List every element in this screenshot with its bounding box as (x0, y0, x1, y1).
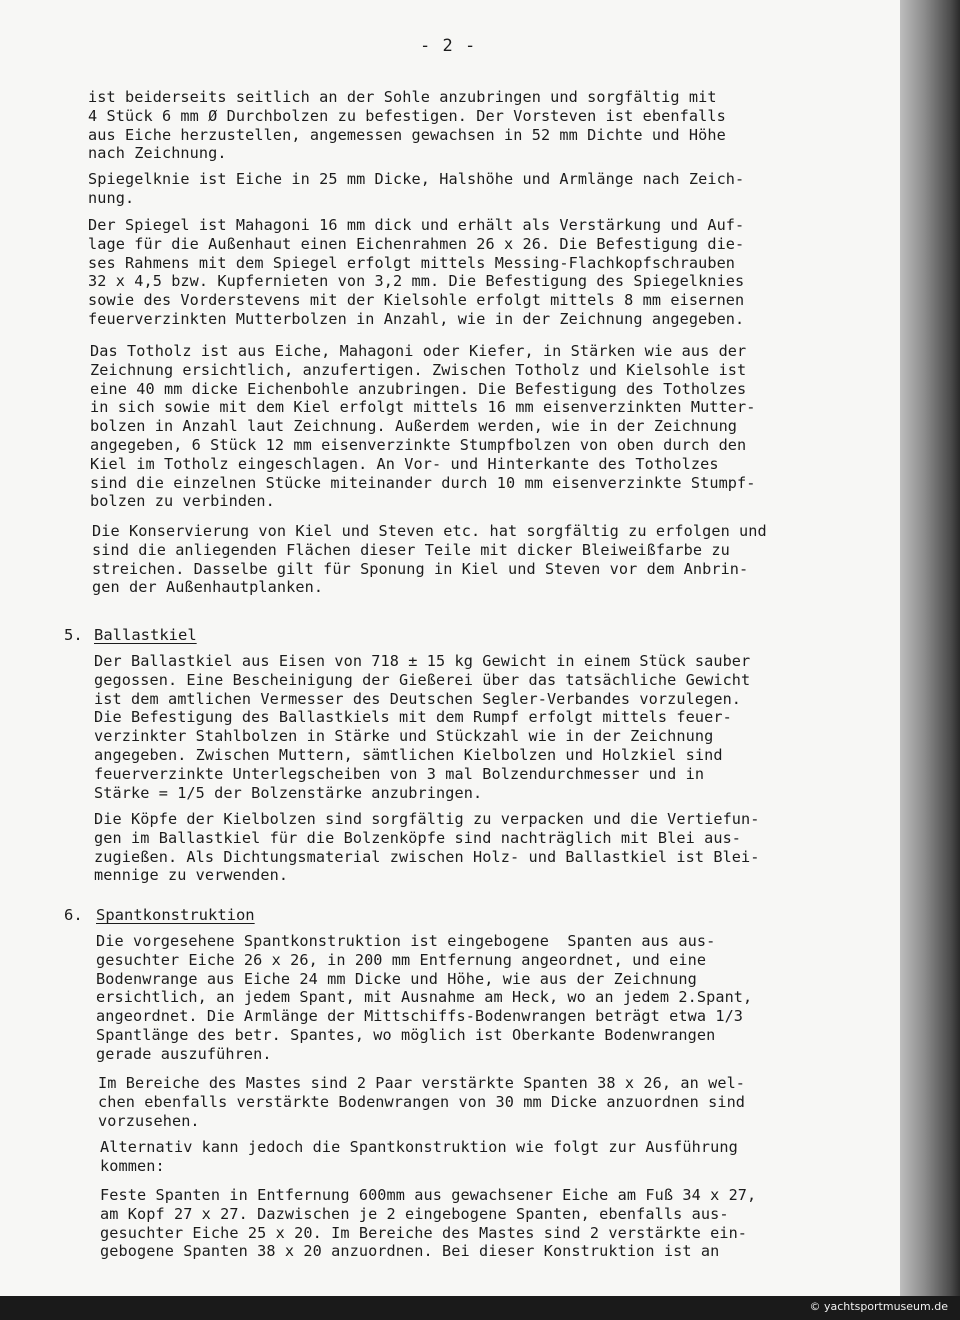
section-number: 5. (64, 626, 83, 644)
page-number: - 2 - (420, 36, 477, 56)
watermark: © yachtsportmuseum.de (809, 1300, 948, 1313)
paragraph: Die Konservierung von Kiel und Steven etc. hat sorgfältig zu erfolgen und sind die anliegenden Flächen dieser Teile mit dicker Bleiweißfarbe zu streichen. Dasselbe gilt für Sponung in Kiel und Steven vor dem Anbrin- gen der Außenhautplanken. (92, 522, 767, 597)
paragraph: Die Köpfe der Kielbolzen sind sorgfältig zu verpacken und die Vertiefun- gen im Ballastkiel für die Bolzenköpfe sind nachträglich mit Blei aus- zugießen. Als Dichtungsmaterial zwischen Holz- und Ballastkiel ist Blei- mennige zu verwenden. (94, 810, 760, 885)
paragraph: Im Bereiche des Mastes sind 2 Paar verstärkte Spanten 38 x 26, an wel- chen ebenfalls verstärkte Bodenwrangen von 30 mm Dicke anzuordnen sind vorzusehen. (98, 1074, 746, 1130)
section-heading-ballastkiel: Ballastkiel (94, 626, 197, 644)
scan-binding-shadow (900, 0, 960, 1296)
paragraph: Spiegelknie ist Eiche in 25 mm Dicke, Halshöhe und Armlänge nach Zeich- nung. (88, 170, 745, 207)
paragraph: Alternativ kann jedoch die Spantkonstruktion wie folgt zur Ausführung kommen: (100, 1138, 738, 1175)
paragraph: Die vorgesehene Spantkonstruktion ist eingebogene Spanten aus aus- gesuchter Eiche 26 x 26, in 200 mm Entfernung angeordnet, und eine Bodenwrange aus Eiche 24 mm Dicke und Höhe, wie aus der Zeichnung ersichtlich, an jedem Spant, mit Ausnahme am Heck, wo an jedem 2.Spant, angeordnet. Die Armlänge der Mittschiffs-Bodenwrangen beträgt etwa 1/3 Spantlänge des betr. Spantes, wo möglich ist Oberkante Bodenwrangen gerade auszuführen. (96, 932, 753, 1063)
section-number: 6. (64, 906, 83, 924)
paragraph: Der Spiegel ist Mahagoni 16 mm dick und erhält als Verstärkung und Auf- lage für die Außenhaut einen Eichenrahmen 26 x 26. Die Befestigung die- ses Rahmens mit dem Spiegel erfolgt mittels Messing-Flachkopfschrauben 32 x 4,5 bzw. Kupfernieten von 3,2 mm. Die Befestigung des Spiegelknies sowie des Vorderstevens mit der Kielsohle erfolgt mittels 8 mm eisernen feuerverzinkten Mutterbolzen in Anzahl, wie in der Zeichnung angegeben. (88, 216, 745, 328)
section-heading-spantkonstruktion: Spantkonstruktion (96, 906, 255, 924)
paragraph: Feste Spanten in Entfernung 600mm aus gewachsener Eiche am Fuß 34 x 27, am Kopf 27 x 27. Dazwischen je 2 eingebogene Spanten, ebenfalls aus- gesuchter Eiche 25 x 20. Im Bereiche des Mastes sind 2 verstärkte ein- gebogene Spanten 38 x 20 anzuordnen. Bei dieser Konstruktion ist an (100, 1186, 757, 1261)
paragraph: Der Ballastkiel aus Eisen von 718 ± 15 kg Gewicht in einem Stück sauber gegossen. Eine Bescheinigung der Gießerei über das tatsächliche Gewicht ist dem amtlichen Vermesser des Deutschen Segler-Verbandes vorzulegen. Die Befestigung des Ballastkiels mit dem Rumpf erfolgt mittels feuer- verzinkter Stahlbolzen in Stärke und Stückzahl wie in der Zeichnung angegeben. Zwischen Muttern, sämtlichen Kielbolzen und Holzkiel sind feuerverzinkte Unterlegscheiben von 3 mal Bolzendurchmesser und in Stärke = 1/5 der Bolzenstärke anzubringen. (94, 652, 751, 802)
paragraph: Das Totholz ist aus Eiche, Mahagoni oder Kiefer, in Stärken wie aus der Zeichnung ersichtlich, anzufertigen. Zwischen Totholz und Kielsohle ist eine 40 mm dicke Eichenbohle anzubringen. Die Befestigung des Totholzes in sich sowie mit dem Kiel erfolgt mittels 16 mm eisenverzinkten Mutter- bolzen in Anzahl laut Zeichnung. Außerdem werden, wie in der Zeichnung angegeben, 6 Stück 12 mm eisenverzinkte Stumpfbolzen von oben durch den Kiel im Totholz eingeschlagen. An Vor- und Hinterkante des Totholzes sind die einzelnen Stücke miteinander durch 10 mm eisenverzinkte Stumpf- bolzen zu verbinden. (90, 342, 756, 511)
paragraph: ist beiderseits seitlich an der Sohle anzubringen und sorgfältig mit 4 Stück 6 mm Ø Durchbolzen zu befestigen. Der Vorsteven ist ebenfalls aus Eiche herzustellen, angemessen gewachsen in 52 mm Dichte und Höhe nach Zeichnung. (88, 88, 726, 163)
